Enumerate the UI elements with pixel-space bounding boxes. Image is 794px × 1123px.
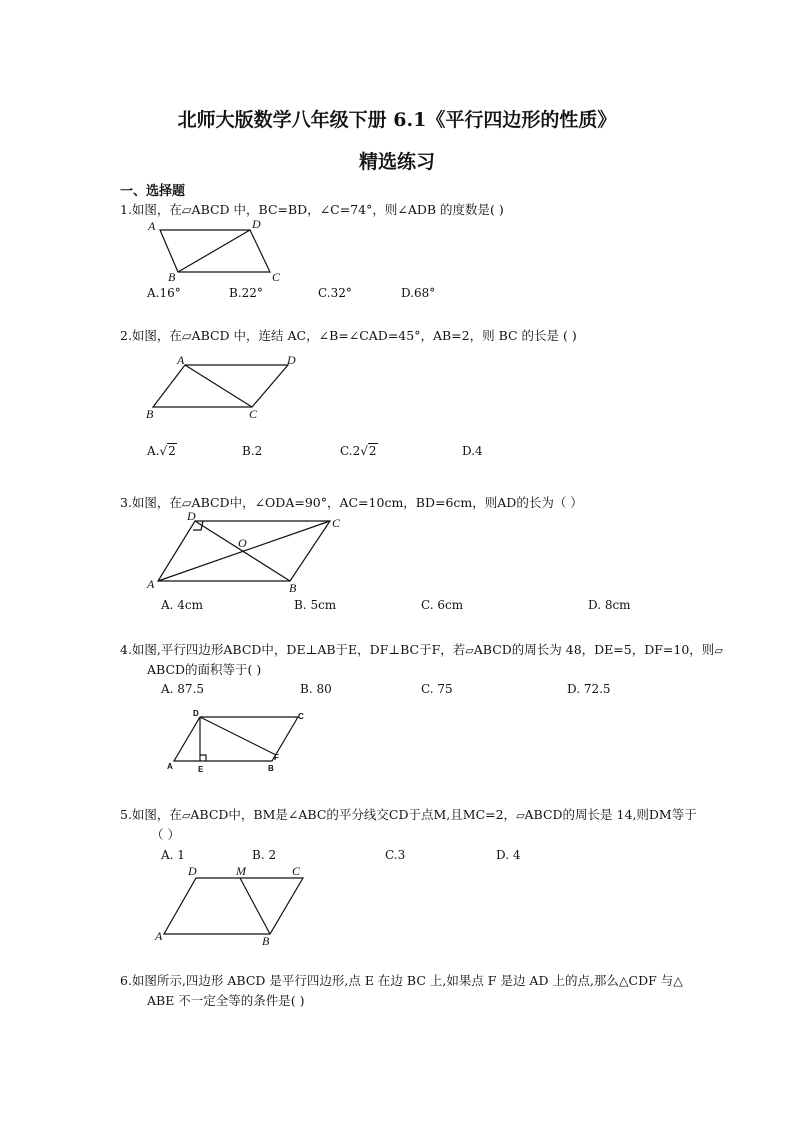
q2-label-c: C xyxy=(249,407,258,421)
question-5-stem-line2: （ ） xyxy=(151,827,180,842)
q5-option-a: A. 1 xyxy=(161,848,185,862)
question-1-stem: 1.如图，在▱ABCD 中，BC=BD，∠C=74°，则∠ADB 的度数是( ) xyxy=(120,202,504,217)
q4-label-e: E xyxy=(198,765,204,774)
parallelogram-symbol-icon: ▱ xyxy=(181,809,191,822)
question-4-stem: 4.如图,平行四边形ABCD中，DE⊥AB于E，DF⊥BC于F，若▱ABCD的周长为 48，DE=5，DF=10，则▱ xyxy=(120,642,723,657)
q5-label-b: B xyxy=(262,934,270,948)
q4-label-f: F xyxy=(274,753,279,762)
q5-option-b: B. 2 xyxy=(252,848,277,862)
q4-label-b: B xyxy=(268,764,274,773)
q1-option-b: B.22° xyxy=(229,286,263,300)
q4-label-a: A xyxy=(167,762,173,771)
q1-option-c: C.32° xyxy=(318,286,352,300)
q1-label-d: D xyxy=(252,217,261,231)
q2-option-a-radicand: 2 xyxy=(168,444,176,458)
q4-label-d: D xyxy=(193,709,199,718)
q1-option-a: A.16° xyxy=(147,286,181,300)
page-subtitle: 精选练习 xyxy=(358,151,435,173)
q1-label-a: A xyxy=(148,219,156,233)
q5-label-c: C xyxy=(292,864,301,878)
q5-option-c: C.3 xyxy=(385,848,406,862)
sqrt-radical: √2 xyxy=(360,444,377,458)
q4-option-a: A. 87.5 xyxy=(161,682,205,696)
q2-option-b: B.2 xyxy=(242,444,263,458)
q4-option-c: C. 75 xyxy=(421,682,453,696)
q1-label-c: C xyxy=(272,270,281,284)
q5-parallelogram xyxy=(164,878,303,934)
sqrt-radical: √2 xyxy=(159,444,176,458)
q3-label-a: A xyxy=(147,577,155,591)
q5-option-d: D. 4 xyxy=(496,848,521,862)
q3-option-c: C. 6cm xyxy=(421,598,464,612)
question-5-stem: 5.如图，在▱ABCD中，BM是∠ABC的平分线交CD于点M,且MC=2，▱ABCD的周长是 14,则DM等于 xyxy=(120,807,697,822)
parallelogram-symbol-icon: ▱ xyxy=(465,644,474,657)
q3-label-b: B xyxy=(289,581,297,595)
q2-option-c-coef: C.2 xyxy=(340,444,361,458)
q4-label-c: C xyxy=(298,712,304,721)
q5-bisector-bm xyxy=(240,878,270,934)
parallelogram-symbol-icon: ▱ xyxy=(714,644,723,657)
page-title: 北师大版数学八年级下册 6.1《平行四边形的性质》 xyxy=(177,109,617,131)
q2-option-d: D.4 xyxy=(462,444,483,458)
q2-label-a: A xyxy=(177,353,185,367)
q1-option-d: D.68° xyxy=(401,286,436,300)
q3-option-d: D. 8cm xyxy=(588,598,631,612)
parallelogram-symbol-icon: ▱ xyxy=(516,809,525,822)
q5-label-d: D xyxy=(188,864,197,878)
q3-label-d: D xyxy=(187,509,196,523)
section-heading: 一、选择题 xyxy=(120,184,186,199)
q3-option-b: B. 5cm xyxy=(294,598,337,612)
q1-label-b: B xyxy=(168,270,176,284)
question-6-stem-line2: ABE 不一定全等的条件是( ) xyxy=(147,993,305,1008)
question-6-stem: 6.如图所示,四边形 ABCD 是平行四边形,点 E 在边 BC 上,如果点 F 是边 AD 上的点,那么△CDF 与△ xyxy=(120,973,683,988)
q5-label-a: A xyxy=(155,929,163,943)
q4-option-d: D. 72.5 xyxy=(567,682,611,696)
q4-option-b: B. 80 xyxy=(300,682,332,696)
question-4-stem-line2: ABCD的面积等于( ) xyxy=(147,662,262,677)
question-2-stem: 2.如图，在▱ABCD 中，连结 AC，∠B=∠CAD=45°，AB=2，则 BC 的长是 ( ) xyxy=(120,328,577,343)
q5-label-m: M xyxy=(236,864,246,878)
question-3-stem: 3.如图，在▱ABCD中，∠ODA=90°，AC=10cm，BD=6cm，则AD的长为（ ） xyxy=(120,495,583,510)
q3-option-a: A. 4cm xyxy=(161,598,204,612)
q2-option-c-radicand: 2 xyxy=(368,444,377,458)
q3-label-o: O xyxy=(238,536,247,550)
q3-label-c: C xyxy=(332,516,341,530)
q2-label-b: B xyxy=(146,407,154,421)
q2-label-d: D xyxy=(287,353,296,367)
q2-option-a-letter: A. xyxy=(147,444,160,458)
